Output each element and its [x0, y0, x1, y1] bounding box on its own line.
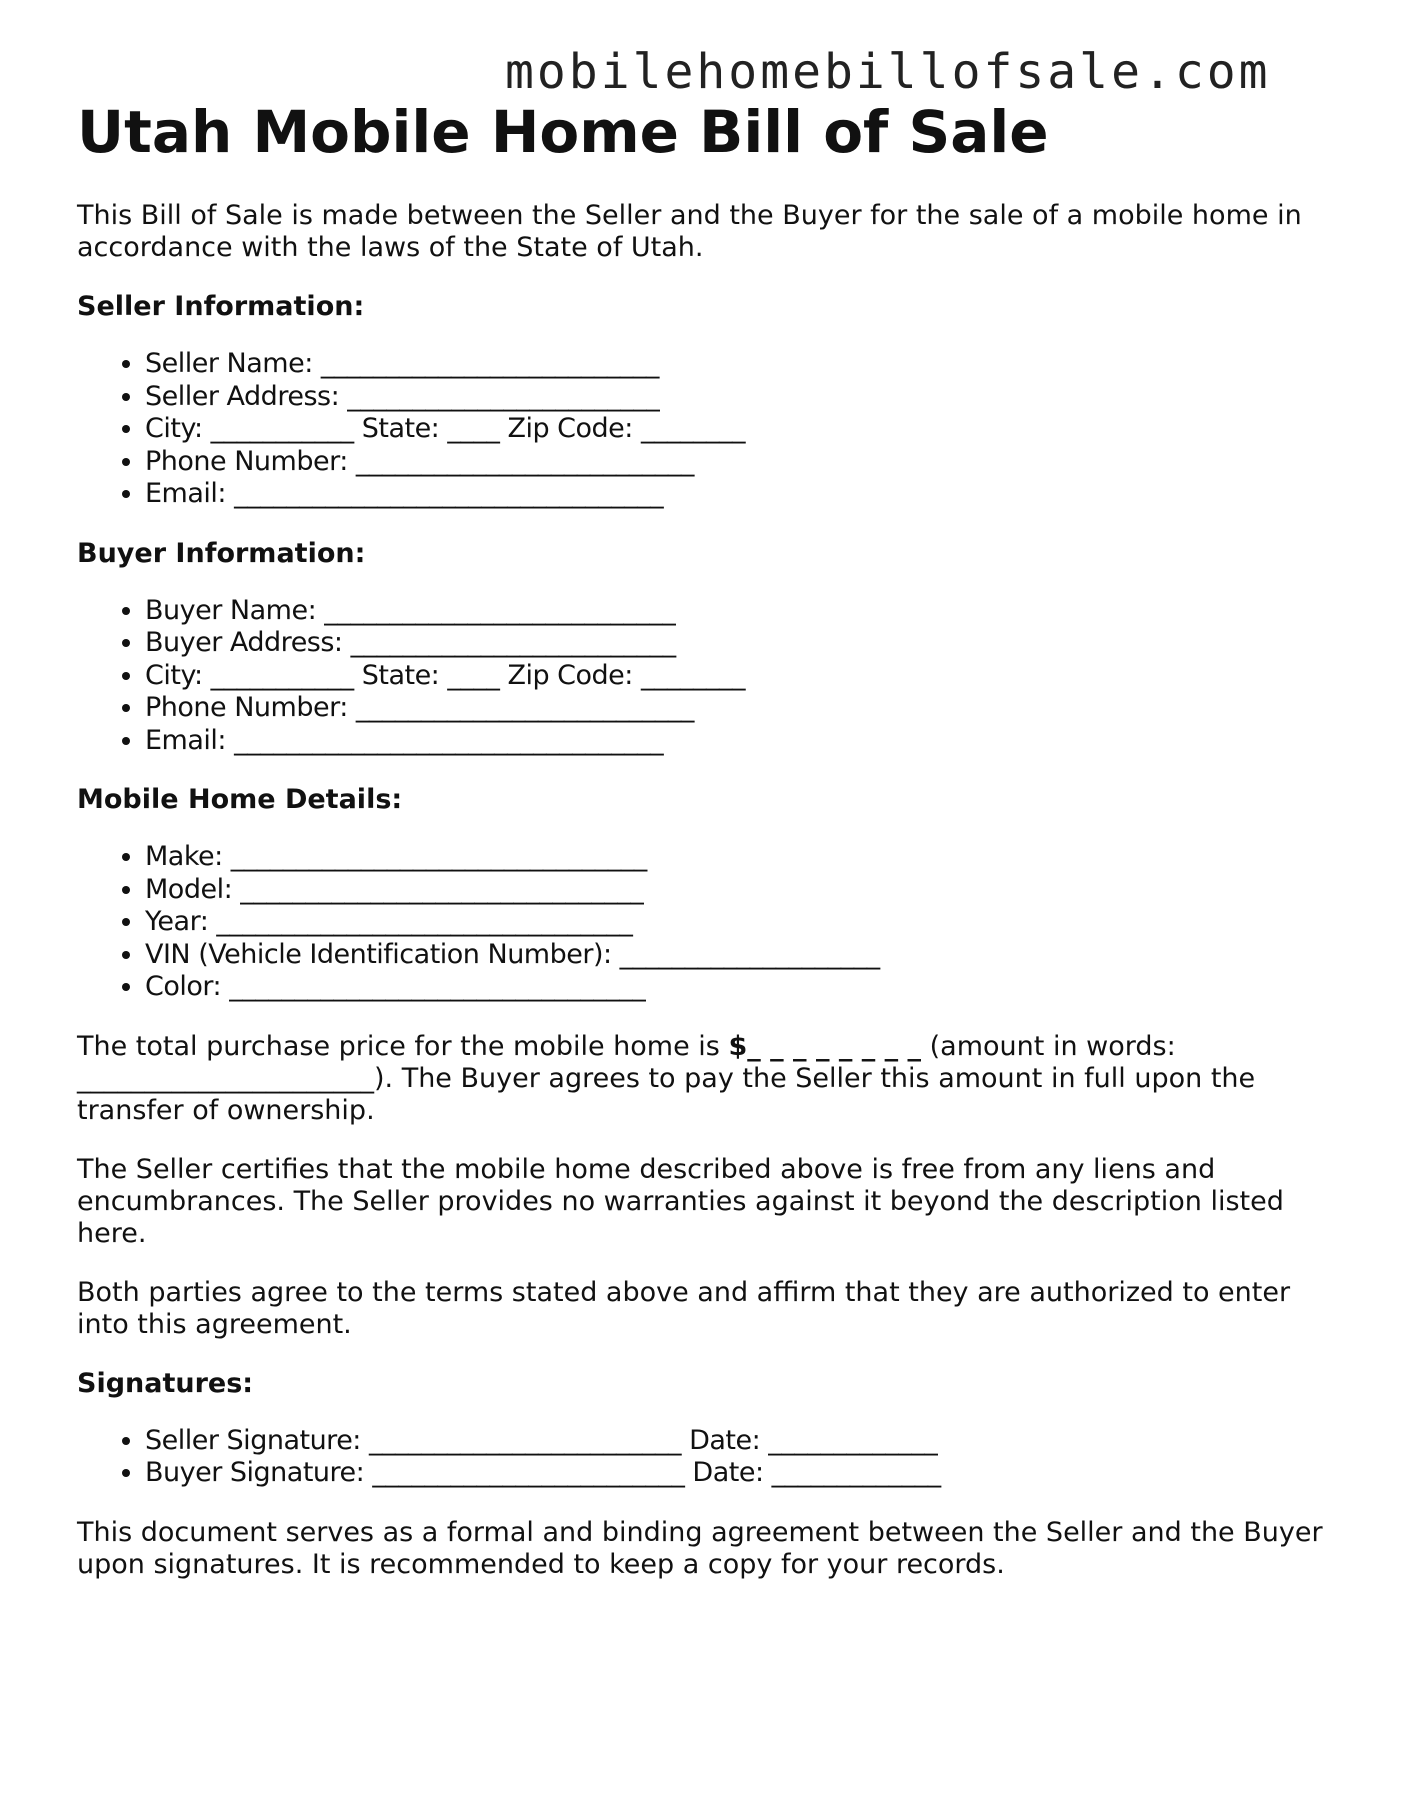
buyer-signature-field: • Buyer Signature: ________________________ Date: _____________ — [145, 1457, 1327, 1490]
buyer-info-heading: Buyer Information: — [77, 537, 366, 569]
price-text-after: (amount in words: ______________________). The Buyer agrees to pay the Seller this amount in full upon the transfer of ownership. — [77, 1030, 1256, 1126]
buyer-name-field: • Buyer Name: ___________________________ — [145, 595, 1327, 628]
liens-paragraph: The Seller certifies that the mobile home described above is free from any liens and encumbrances. The Seller provides no warranties against it beyond the description listed here. — [77, 1153, 1284, 1249]
closing-paragraph: This document serves as a formal and binding agreement between the Seller and the Buyer upon signatures. It is recommended to keep a copy for your records. — [77, 1516, 1323, 1580]
page-title: Utah Mobile Home Bill of Sale — [77, 98, 1049, 166]
seller-city-state-zip-field: • City: ___________ State: ____ Zip Code: ________ — [145, 413, 1327, 446]
seller-signature-field: • Seller Signature: ________________________ Date: _____________ — [145, 1425, 1327, 1458]
signatures-list — [77, 1425, 1327, 1490]
seller-name-field: • Seller Name: __________________________ — [145, 348, 1327, 381]
price-paragraph — [77, 1031, 1327, 1127]
buyer-phone-field: • Phone Number: __________________________ — [145, 692, 1327, 725]
seller-address-field: • Seller Address: ________________________ — [145, 381, 1327, 414]
price-amount-field: $_ _ _ _ _ _ _ _ — [728, 1030, 922, 1062]
mobile-home-details-heading: Mobile Home Details: — [77, 784, 403, 815]
mobile-home-details-list — [77, 841, 1327, 1004]
buyer-city-state-zip-field: • City: ___________ State: ____ Zip Code: ________ — [145, 660, 1327, 693]
make-field: • Make: ________________________________ — [145, 841, 1327, 874]
year-field: • Year: ________________________________ — [145, 906, 1327, 939]
seller-email-field: • Email: _________________________________ — [145, 478, 1327, 511]
site-watermark: mobilehomebillofsale.com — [505, 44, 1271, 100]
price-text-before: The total purchase price for the mobile home is — [77, 1030, 729, 1062]
seller-info-list — [77, 348, 1327, 511]
buyer-email-field: • Email: _________________________________ — [145, 725, 1327, 758]
buyer-address-field: • Buyer Address: _________________________ — [145, 627, 1327, 660]
document-body — [77, 200, 1327, 1608]
seller-info-heading: Seller Information: — [77, 291, 365, 322]
intro-paragraph: This Bill of Sale is made between the Seller and the Buyer for the sale of a mobile home in accordance with the laws of the State of Utah. — [77, 200, 1302, 263]
agreement-paragraph: Both parties agree to the terms stated above and affirm that they are authorized to enter into this agreement. — [77, 1276, 1291, 1340]
model-field: • Model: _______________________________ — [145, 874, 1327, 907]
color-field: • Color: ________________________________ — [145, 971, 1327, 1004]
buyer-info-list — [77, 595, 1327, 758]
signatures-heading: Signatures: — [77, 1367, 254, 1399]
seller-phone-field: • Phone Number: __________________________ — [145, 446, 1327, 479]
vin-field: • VIN (Vehicle Identification Number): ____________________ — [145, 939, 1327, 972]
